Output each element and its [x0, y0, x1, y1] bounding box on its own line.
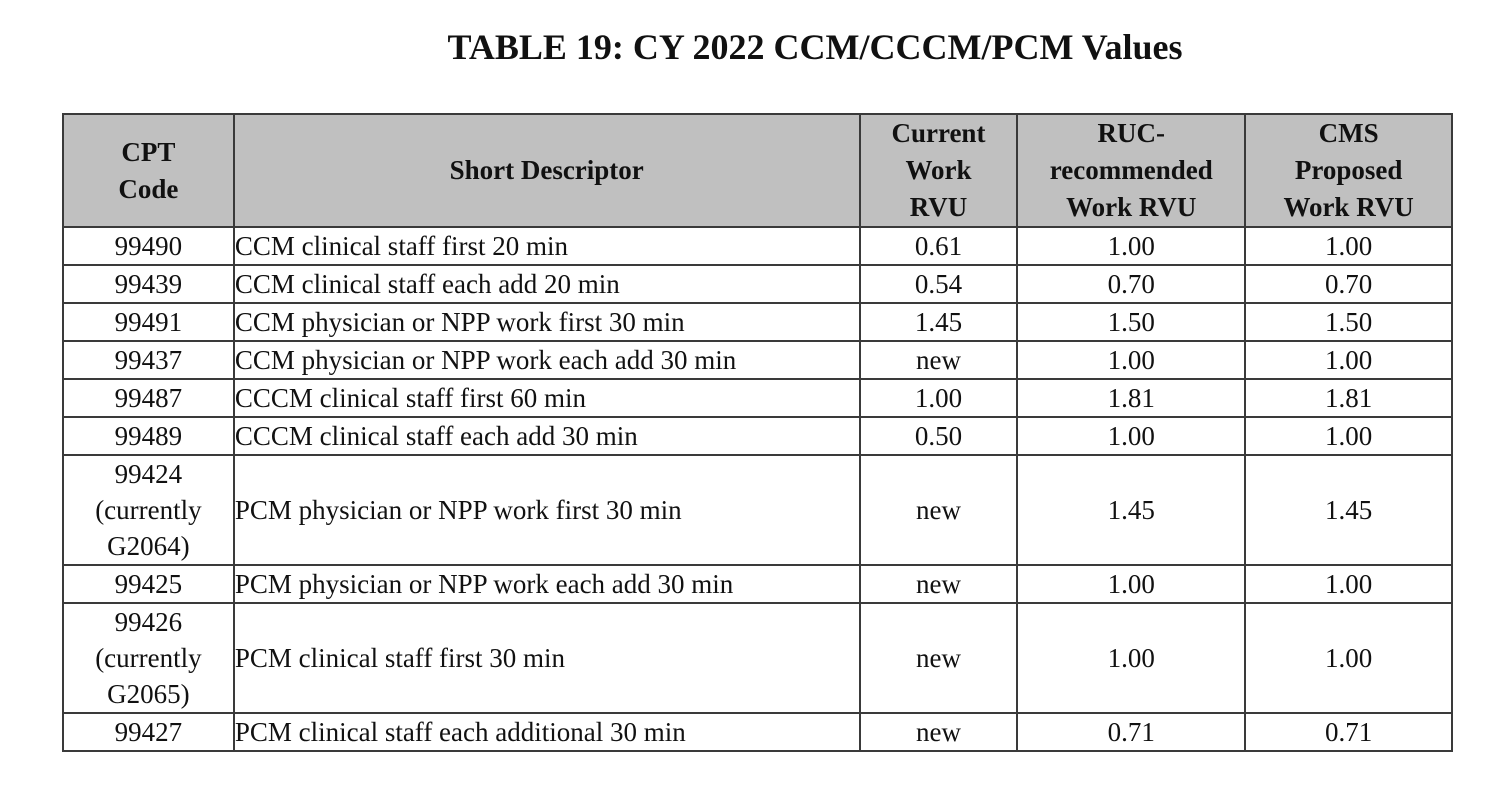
ruc-rvu-cell: 1.00: [1017, 227, 1245, 265]
cpt-code-cell: [63, 603, 234, 713]
table-title: TABLE 19: CY 2022 CCM/CCCM/PCM Values: [447, 27, 1183, 67]
header-line: Work RVU: [1066, 192, 1197, 222]
header-line: recommended: [1049, 155, 1213, 185]
table-row: [63, 565, 1452, 603]
header-line: Work: [905, 155, 972, 185]
cpt-code-cell: [63, 227, 234, 265]
header-cms-proposed-work-rvu: [1245, 114, 1452, 227]
cpt-code-note: (currently: [95, 495, 202, 525]
cms-rvu-cell: 1.81: [1245, 379, 1452, 417]
cpt-code-note: G2064): [107, 531, 190, 561]
cms-rvu-cell: 1.00: [1245, 603, 1452, 713]
ruc-rvu-cell: 0.71: [1017, 713, 1245, 751]
cpt-code-cell: [63, 265, 234, 303]
table-row: [63, 227, 1452, 265]
cms-rvu-cell: 1.00: [1245, 341, 1452, 379]
cpt-code-cell: [63, 713, 234, 751]
cms-rvu-cell: 0.70: [1245, 265, 1452, 303]
current-rvu-cell: 1.00: [860, 379, 1018, 417]
header-line: RVU: [909, 192, 968, 222]
rvu-values-table: [62, 113, 1453, 752]
cpt-code-note: (currently: [95, 643, 202, 673]
descriptor-cell: PCM clinical staff each additional 30 min: [234, 713, 860, 751]
header-line: Current: [891, 118, 986, 148]
cpt-code-note: G2065): [107, 679, 190, 709]
header-line: Code: [118, 173, 179, 204]
descriptor-cell: CCM physician or NPP work first 30 min: [234, 303, 860, 341]
cms-rvu-cell: 1.45: [1245, 455, 1452, 565]
table-row: [63, 713, 1452, 751]
header-line: Work RVU: [1283, 192, 1414, 222]
cms-rvu-cell: 1.00: [1245, 227, 1452, 265]
ruc-rvu-cell: 1.81: [1017, 379, 1245, 417]
ruc-rvu-cell: 1.00: [1017, 565, 1245, 603]
cpt-code: 99437: [114, 345, 183, 375]
cpt-code: 99427: [114, 717, 183, 747]
header-short-descriptor: [234, 114, 860, 227]
current-rvu-cell: 0.54: [860, 265, 1018, 303]
cpt-code: 99439: [114, 269, 183, 299]
table-row: [63, 417, 1452, 455]
current-rvu-cell: 0.61: [860, 227, 1018, 265]
descriptor-cell: PCM physician or NPP work each add 30 min: [234, 565, 860, 603]
table-row: [63, 265, 1452, 303]
cms-rvu-cell: 0.71: [1245, 713, 1452, 751]
table-row: [63, 303, 1452, 341]
cpt-code-cell: [63, 303, 234, 341]
ruc-rvu-cell: 0.70: [1017, 265, 1245, 303]
header-line: Proposed: [1294, 155, 1403, 185]
cpt-code-cell: [63, 379, 234, 417]
cms-rvu-cell: 1.50: [1245, 303, 1452, 341]
descriptor-cell: CCCM clinical staff first 60 min: [234, 379, 860, 417]
ruc-rvu-cell: 1.45: [1017, 455, 1245, 565]
descriptor-cell: CCM clinical staff each add 20 min: [234, 265, 860, 303]
cpt-code: 99490: [114, 231, 183, 261]
header-line: RUC-: [1097, 118, 1166, 148]
descriptor-cell: PCM physician or NPP work first 30 min: [234, 455, 860, 565]
ruc-rvu-cell: 1.00: [1017, 603, 1245, 713]
current-rvu-cell: new: [860, 565, 1018, 603]
cpt-code-cell: [63, 417, 234, 455]
descriptor-cell: PCM clinical staff first 30 min: [234, 603, 860, 713]
ruc-rvu-cell: 1.00: [1017, 341, 1245, 379]
current-rvu-cell: 0.50: [860, 417, 1018, 455]
header-line: CPT: [121, 136, 176, 167]
header-line: Short Descriptor: [449, 155, 644, 185]
descriptor-cell: CCCM clinical staff each add 30 min: [234, 417, 860, 455]
cms-rvu-cell: 1.00: [1245, 417, 1452, 455]
table-row: [63, 455, 1452, 565]
cpt-code: 99426: [114, 607, 183, 637]
current-rvu-cell: new: [860, 713, 1018, 751]
ruc-rvu-cell: 1.50: [1017, 303, 1245, 341]
descriptor-cell: CCM physician or NPP work each add 30 min: [234, 341, 860, 379]
current-rvu-cell: new: [860, 341, 1018, 379]
cpt-code-cell: [63, 455, 234, 565]
header-line: CMS: [1318, 118, 1379, 148]
descriptor-cell: CCM clinical staff first 20 min: [234, 227, 860, 265]
cpt-code-cell: [63, 341, 234, 379]
header-current-work-rvu: [860, 114, 1018, 227]
cpt-code: 99491: [114, 307, 183, 337]
current-rvu-cell: 1.45: [860, 303, 1018, 341]
cpt-code-cell: [63, 565, 234, 603]
table-row: [63, 603, 1452, 713]
current-rvu-cell: new: [860, 455, 1018, 565]
cpt-code: 99425: [114, 569, 183, 599]
table-header-row: [63, 114, 1452, 227]
table-row: [63, 379, 1452, 417]
table-row: [63, 341, 1452, 379]
current-rvu-cell: new: [860, 603, 1018, 713]
ruc-rvu-cell: 1.00: [1017, 417, 1245, 455]
cms-rvu-cell: 1.00: [1245, 565, 1452, 603]
cpt-code: 99487: [114, 383, 183, 413]
header-cpt-code: [63, 114, 234, 227]
header-ruc-recommended-work-rvu: [1017, 114, 1245, 227]
cpt-code: 99489: [114, 421, 183, 451]
cpt-code: 99424: [114, 459, 183, 489]
